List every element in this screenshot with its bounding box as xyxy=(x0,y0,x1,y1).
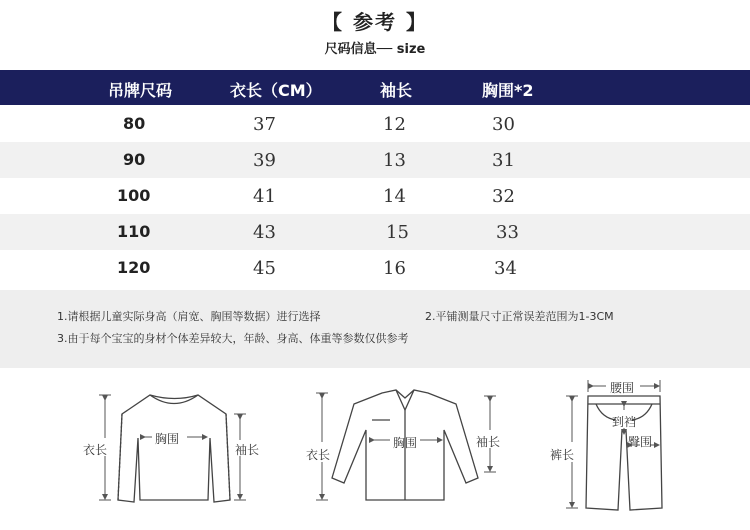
pants-crotch-label: 到裆 xyxy=(612,415,637,429)
cell-length: 45 xyxy=(253,258,276,279)
cell-length: 37 xyxy=(253,114,276,135)
cell-chest: 33 xyxy=(496,222,519,243)
cell-sleeve: 12 xyxy=(383,114,406,135)
cell-chest: 30 xyxy=(492,114,515,135)
header-chest: 胸围*2 xyxy=(482,81,534,100)
cell-sleeve: 14 xyxy=(383,186,406,207)
pants-hip-label: 臀围 xyxy=(628,435,653,449)
page-subtitle: 尺码信息── size xyxy=(324,42,426,57)
pants-waist-label: 腰围 xyxy=(610,381,635,395)
cell-size: 120 xyxy=(117,258,151,277)
note-1: 1.请根据儿童实际身高（肩宽、胸围等数据）进行选择 xyxy=(57,310,321,323)
header-length: 衣长（CM） xyxy=(230,81,322,100)
sweater-sleeve-label: 袖长 xyxy=(235,443,260,457)
shirt-chest-label: 胸围 xyxy=(393,436,418,450)
header-size: 吊牌尺码 xyxy=(108,81,173,100)
sweater-chest-label: 胸围 xyxy=(155,432,180,446)
header-sleeve: 袖长 xyxy=(380,81,413,100)
shirt-sleeve-label: 袖长 xyxy=(476,435,501,449)
sweater-outline xyxy=(118,395,230,502)
cell-size: 90 xyxy=(123,150,146,169)
cell-size: 110 xyxy=(117,222,151,241)
cell-sleeve: 13 xyxy=(383,150,406,171)
cell-size: 80 xyxy=(123,114,146,133)
pants-length-label: 裤长 xyxy=(550,448,575,462)
cell-chest: 31 xyxy=(492,150,515,171)
sweater-diagram xyxy=(118,395,230,502)
cell-size: 100 xyxy=(117,186,151,205)
sweater-length-label: 衣长 xyxy=(83,443,108,457)
cell-sleeve: 15 xyxy=(386,222,409,243)
cell-length: 39 xyxy=(253,150,276,171)
note-3: 3.由于每个宝宝的身材个体差异较大，年龄、身高、体重等参数仅供参考 xyxy=(57,332,409,345)
cell-length: 41 xyxy=(253,186,276,207)
cell-chest: 32 xyxy=(492,186,515,207)
shirt-length-label: 衣长 xyxy=(306,448,331,462)
cell-sleeve: 16 xyxy=(383,258,406,279)
cell-chest: 34 xyxy=(494,258,517,279)
note-2: 2.平铺测量尺寸正常误差范围为1-3CM xyxy=(425,310,614,323)
cell-length: 43 xyxy=(253,222,276,243)
page-title: 【 参考 】 xyxy=(322,10,428,34)
